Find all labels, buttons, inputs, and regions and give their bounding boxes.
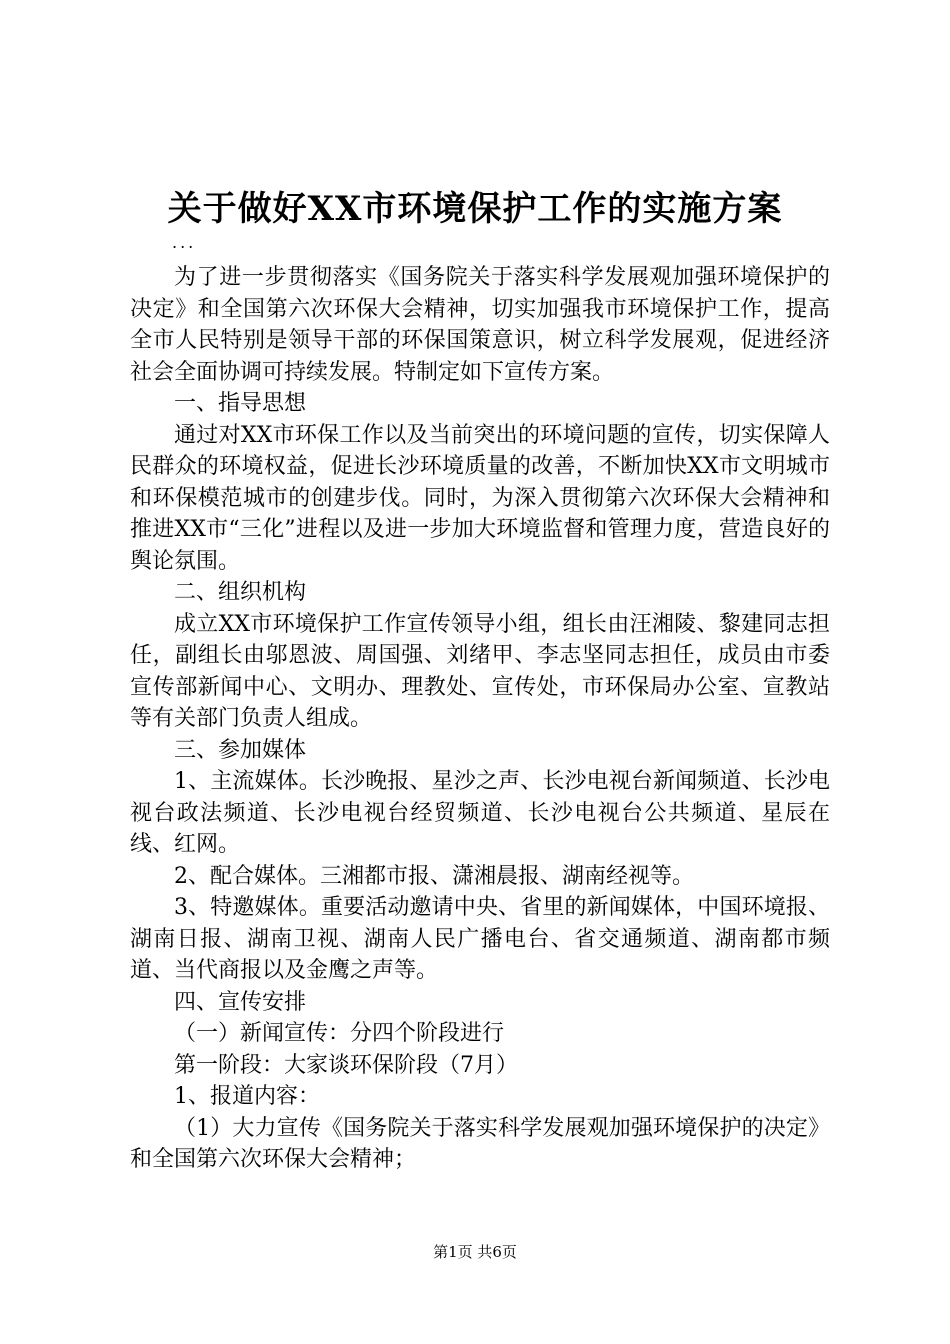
document-body	[130, 262, 830, 1176]
paragraph-guiding-thought: 通过对XX市环保工作以及当前突出的环境问题的宣传，切实保障人民群众的环境权益，促进长沙环境质量的改善，不断加快XX市文明城市和环保模范城市的创建步伐。同时，为深入贯彻第六次环保大会精神和推进XX市“三化”进程以及进一步加大环境监督和管理力度，营造良好的舆论氛围。	[130, 422, 830, 574]
paragraph-report-item-1: （1）大力宣传《国务院关于落实科学发展观加强环境保护的决定》和全国第六次环保大会精神；	[130, 1115, 830, 1172]
section-heading-arrangement: 四、宣传安排	[174, 989, 307, 1015]
section-heading-organization: 二、组织机构	[174, 580, 307, 605]
paragraph-organization: 成立XX市环境保护工作宣传领导小组，组长由汪湘陵、黎建同志担任，副组长由邬恩波、周国强、刘绪甲、李志坚同志担任，成员由市委宣传部新闻中心、文明办、理教处、宣传处，市环保局办公室、宣教站等有关部门负责人组成。	[130, 611, 830, 731]
document-title: 关于做好XX市环境保护工作的实施方案	[167, 189, 783, 229]
subheading-news-publicity: （一）新闻宣传：分四个阶段进行	[174, 1021, 505, 1046]
section-heading-guiding-thought: 一、指导思想	[174, 391, 307, 416]
subheading-phase-one: 第一阶段：大家谈环保阶段（7月）	[174, 1052, 518, 1078]
subheading-report-content: 1、报道内容：	[174, 1084, 320, 1109]
section-heading-media: 三、参加媒体	[174, 737, 307, 763]
paragraph-mainstream-media: 1、主流媒体。长沙晚报、星沙之声、长沙电视台新闻频道、长沙电视台政法频道、长沙电视台经贸频道、长沙电视台公共频道、星辰在线、红网。	[130, 769, 830, 857]
paragraph-supporting-media: 2、配合媒体。三湘都市报、潇湘晨报、湖南经视等。	[174, 863, 694, 889]
paragraph-invited-media: 3、特邀媒体。重要活动邀请中央、省里的新闻媒体，中国环境报、湖南日报、湖南卫视、湖南人民广播电台、省交通频道、湖南都市频道、当代商报以及金鹰之声等。	[130, 895, 830, 983]
paragraph-intro: 为了进一步贯彻落实《国务院关于落实科学发展观加强环境保护的决定》和全国第六次环保大会精神，切实加强我市环境保护工作，提高全市人民特别是领导干部的环保国策意识，树立科学发展观，促进经济社会全面协调可持续发展。特制定如下宣传方案。	[130, 265, 830, 385]
page-footer: 第1页 共6页	[433, 1243, 517, 1261]
ellipsis-mark: ...	[172, 233, 197, 252]
